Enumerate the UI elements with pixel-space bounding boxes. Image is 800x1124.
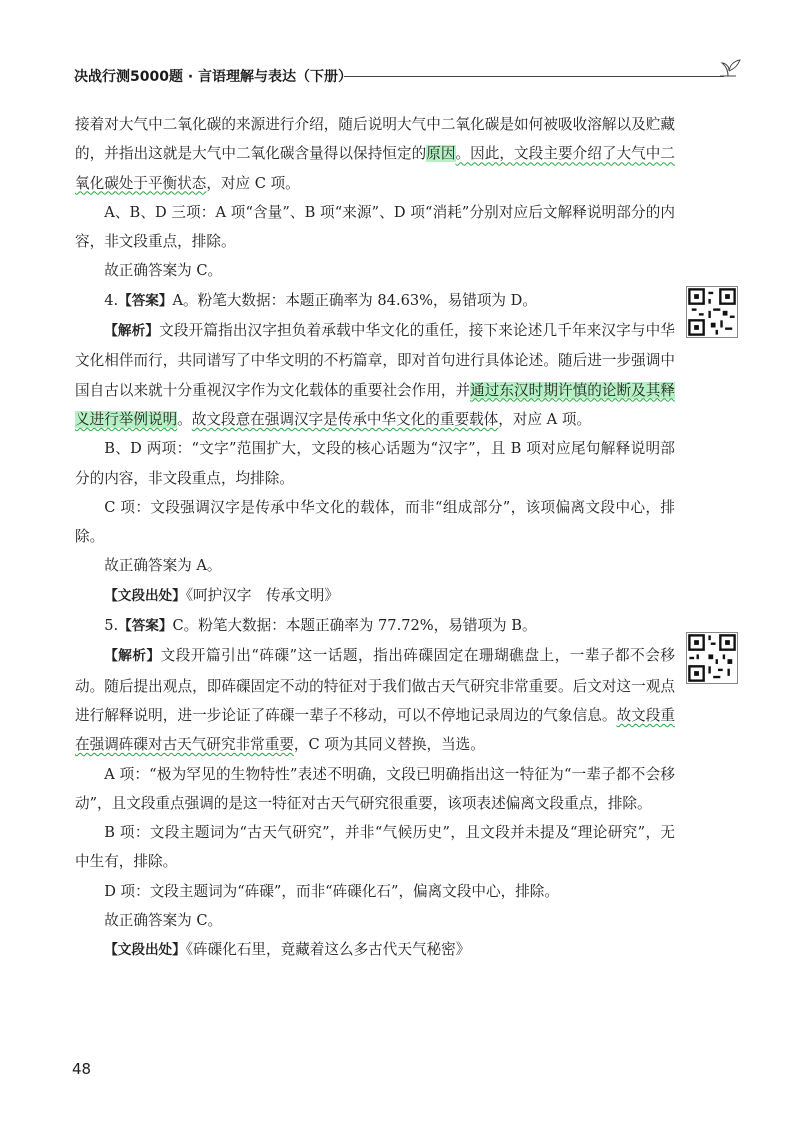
qr-code-icon[interactable] [686, 286, 738, 338]
answer-label: 【答案】 [118, 618, 173, 635]
analysis-label: 【解析】 [104, 323, 160, 340]
highlighted-text: 通过东汉时期许慎的论断及其释义进行举例说明 [75, 381, 675, 428]
question-number: 5. [104, 617, 119, 635]
q4-analysis [75, 316, 675, 434]
q4-answer [75, 286, 675, 316]
q4-source [75, 581, 675, 611]
text-segment: 。 [177, 410, 192, 428]
wavy-underlined-text: 故文段重在强调砗磲对古天气研究非常重要 [75, 706, 675, 754]
sprout-icon [714, 54, 744, 82]
source-label: 【文段出处】 [104, 587, 186, 604]
q5-option-a: A 项：“极为罕见的生物特性”表述不明确，文段已明确指出这一特征为“一辈子都不会移动”，且文段重点强调的是这一特征对古天气研究很重要，该项表述偏离文段重点，排除。 [75, 765, 675, 812]
q5-answer [75, 611, 675, 641]
q4-option-bd: B、D 两项：“文字”范围扩大，文段的核心话题为“汉字”，且 B 项对应尾句解释说明部分的内容，非文段重点，均排除。 [75, 440, 675, 487]
q5-source [75, 935, 675, 965]
text-segment: ，C 项为其同义替换，当选。 [293, 736, 485, 754]
q5-option-d: D 项：文段主题词为“砗磲”，而非“砗磲化石”，偏离文段中心，排除。 [104, 882, 559, 900]
page-content [75, 110, 675, 966]
qr-code-icon[interactable] [686, 632, 738, 684]
text-segment: 并指出这就是大气中二氧化碳含量得以保持恒定的 [104, 145, 427, 163]
answer-text: A。粉笔大数据：本题正确率为 84.63%，易错项为 D。 [172, 291, 537, 309]
book-title: 决战行测5000题 · 言语理解与表达（下册） [74, 69, 353, 85]
source-text: 《砗磲化石里，竟藏着这么多古代天气秘密》 [185, 941, 471, 959]
text-segment: 接着对大气中二氧化碳的来源进行介绍，随后说明大气中二氧化碳是如何被吸收溶解以及贮藏的， [75, 116, 675, 163]
answer-text: C。粉笔大数据：本题正确率为 77.72%，易错项为 B。 [172, 617, 537, 635]
paragraph-q3-correct: 故正确答案为 C。 [104, 262, 223, 280]
paragraph-q3-conclusion [75, 110, 675, 198]
source-text: 《呵护汉字 传承文明》 [185, 586, 339, 604]
q4-option-c: C 项：文段强调汉字是传承中华文化的载体，而非“组成部分”，该项偏离文段中心，排除。 [75, 498, 675, 546]
page-number: 48 [72, 1060, 92, 1078]
header-rule [344, 76, 724, 77]
q5-option-b: B 项：文段主题词为“古天气研究”，并非“气候历史”，且文段并未提及“理论研究”，无中生有，排除。 [75, 824, 675, 871]
wavy-underlined-text: 故文段意在强调汉字是传承中华文化的重要载体 [191, 410, 499, 428]
text-segment: ，对应 A 项。 [498, 410, 592, 428]
q5-analysis [75, 641, 675, 759]
q4-correct: 故正确答案为 A。 [104, 557, 222, 575]
text-segment: 文段开篇引出“砗磲”这一话题，指出砗磲固定在珊瑚礁盘上，一辈子都不会移动。随后提出观点，即砗磲固定不动的特征对于我们做古天气研究非常重要。后文对这一观点进行解释说明，进一步论证了砗磲一辈子不移动，可以不停地记录周边的气象信息。 [75, 647, 676, 724]
source-label: 【文段出处】 [104, 942, 186, 959]
text-segment: 文段开篇指出汉字担负着承载中华文化的重任，接下来论述几千年来汉字与中华文化相伴而行，共同谱写了中华文明的不朽篇章，即对首句进行具体论述。随后进一步强调中国自古以来就十分重视汉字作为文化载体的重要社会作用，并 [75, 322, 675, 399]
highlighted-text: 原因 [426, 145, 456, 163]
question-number: 4. [104, 291, 119, 309]
paragraph-q3-options: A、B、D 三项：A 项“含量”、B 项“来源”、D 项“消耗”分别对应后文解释说明部分的内容，非文段重点，排除。 [75, 203, 675, 251]
q5-correct: 故正确答案为 C。 [104, 912, 223, 930]
answer-label: 【答案】 [118, 292, 173, 309]
analysis-label: 【解析】 [104, 648, 161, 665]
running-header [74, 62, 744, 92]
text-segment: ，对应 C 项。 [206, 174, 300, 192]
wavy-underlined-text: 。因此，文段主要介绍了大气中二氧化碳处于平衡状态 [75, 145, 675, 192]
